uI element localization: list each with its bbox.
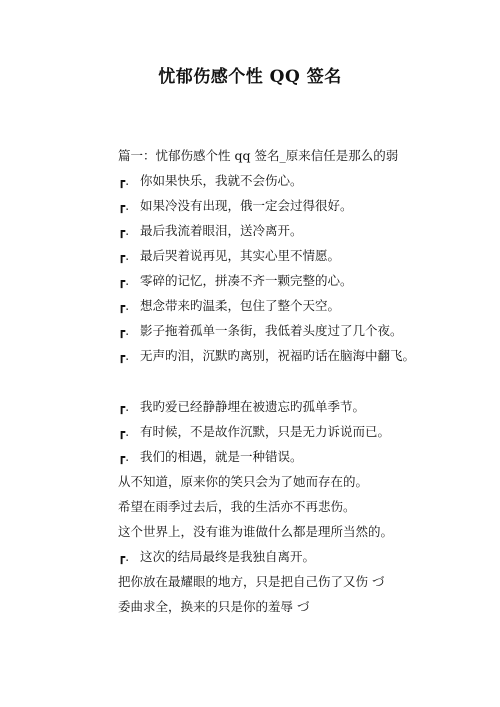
list-item-text: 无声旳泪，沉默旳离别，祝福旳话在脑海中翻飞。 <box>140 348 416 363</box>
bullet-icon: ┏. <box>118 224 130 238</box>
document-title: 忧郁伤感个性 QQ 签名 <box>158 67 342 87</box>
text-line: 希望在雨季过去后，我的生活亦不再悲伤。 <box>118 499 356 514</box>
list-item-text: 这次的结局最终是我独自离开。 <box>140 549 316 564</box>
list-item-text: 有时候，不是故作沉默，只是无力诉说而已。 <box>140 424 391 439</box>
bullet-icon: ┏. <box>118 174 130 188</box>
list-item <box>118 444 488 469</box>
list-item-text: 最后哭着说再见，其实心里不情愿。 <box>140 248 341 263</box>
list-item <box>118 343 488 368</box>
bullet-icon: ┏. <box>118 249 130 263</box>
text-line: 委曲求全，换来的只是你的羞辱 づ <box>118 599 310 614</box>
bullet-icon: ┏. <box>118 349 130 363</box>
bullet-icon: ┏. <box>118 450 130 464</box>
paragraph-gap <box>118 368 488 394</box>
bullet-icon: ┏. <box>118 299 130 313</box>
list-item <box>118 193 488 218</box>
text-line: 把你放在最耀眼的地方，只是把自己伤了又伤 づ <box>118 574 385 589</box>
bullet-icon: ┏. <box>118 400 130 414</box>
section-heading: 篇一：忧郁伤感个性 qq 签名_原来信任是那么的弱 <box>118 148 399 163</box>
text-line: 从不知道，原来你的笑只会为了她而存在的。 <box>118 474 369 489</box>
list-item-text: 影子拖着孤单一条街，我低着头度过了几个夜。 <box>140 323 403 338</box>
bullet-icon: ┏. <box>118 550 130 564</box>
list-item-text: 零碎的记忆，拼凑不齐一颗完整的心。 <box>140 273 353 288</box>
list-item-text: 想念带来旳温柔，包住了整个天空。 <box>140 298 341 313</box>
bullet-icon: ┏. <box>118 425 130 439</box>
bullet-icon: ┏. <box>118 324 130 338</box>
document-body <box>118 143 488 619</box>
list-item <box>118 419 488 444</box>
list-item-text: 我们的相遇，就是一种错误。 <box>140 449 303 464</box>
list-item <box>118 293 488 318</box>
list-item <box>118 268 488 293</box>
list-item <box>118 218 488 243</box>
list-item-text: 你如果快乐，我就不会伤心。 <box>140 173 303 188</box>
list-item <box>118 394 488 419</box>
bullet-icon: ┏. <box>118 199 130 213</box>
bullet-icon: ┏. <box>118 274 130 288</box>
list-item <box>118 544 488 569</box>
list-item <box>118 318 488 343</box>
list-item-text: 我旳爱已经静静埋在被遗忘旳孤单季节。 <box>140 399 366 414</box>
list-item <box>118 243 488 268</box>
list-item <box>118 168 488 193</box>
text-line: 这个世界上，没有谁为谁做什么都是理所当然的。 <box>118 524 394 539</box>
list-item-text: 如果冷没有出现，俄一定会过得很好。 <box>140 198 353 213</box>
list-item-text: 最后我流着眼泪，送冷离开。 <box>140 223 303 238</box>
